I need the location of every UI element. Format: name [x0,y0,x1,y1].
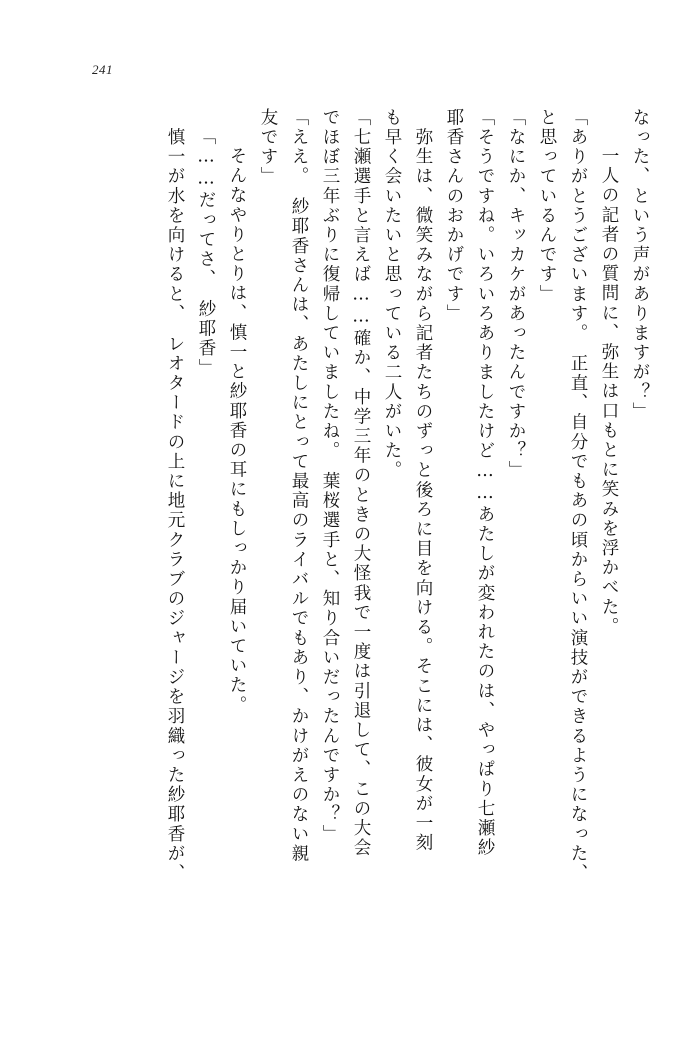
text-column: 慎一が水を向けると、 レオタードの上に地元クラブのジャージを羽織った紗耶香が、 [165,108,185,884]
text-column: 「ありがとうございます。 正直、自分でもあの頃からいい演技ができるようになった、 [568,108,588,884]
text-column: 「そうですね。いろいろありましたけど……あたしが変われたのは、やっぱり七瀬紗 [475,108,495,858]
text-column: 友です」 [258,108,278,187]
page-number: 241 [92,62,113,77]
text-column: と思っているんです」 [537,108,557,304]
text-column: なった、という声がありますが？」 [630,108,650,422]
text-column: 「七瀬選手と言えば……確か、中学三年のときの大怪我で一度は引退して、この大会 [351,108,371,858]
text-column: そんなやりとりは、慎一と紗耶香の耳にもしっかり届いていた。 [227,127,247,715]
vertical-text-body [46,108,648,960]
text-column: 耶香さんのおかげです」 [444,108,464,324]
text-column: も早く会いたいと思っている二人がいた。 [382,108,402,481]
text-column: 弥生は、微笑みながら記者たちのずっと後ろに目を向ける。そこには、彼女が一刻 [413,108,433,853]
text-column: でほぼ三年ぶりに復帰していましたね。 葉桜選手と、知り合いだったんですか？」 [320,108,340,845]
text-column: 「……だってさ、 紗耶香」 [196,127,216,379]
text-column: 一人の記者の質問に、弥生は口もとに笑みを浮かべた。 [599,127,619,637]
text-column: 「なにか、キッカケがあったんですか？」 [506,108,526,481]
text-column: 「ええ。 紗耶香さんは、あたしにとって最高のライバルでもあり、かけがえのない親 [289,108,309,864]
